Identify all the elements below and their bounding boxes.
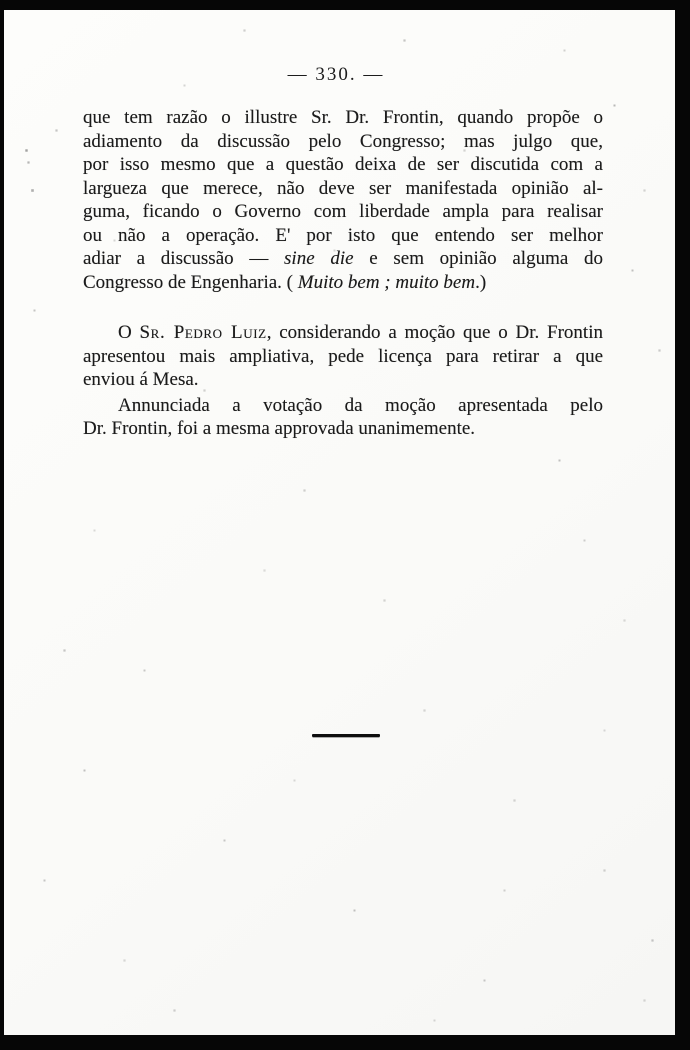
paragraph [83,394,603,441]
text-line [83,368,603,392]
text-segment: adiamento da discussão pelo Congresso; mas julgo que, [83,130,603,152]
paragraph [83,321,603,392]
text-segment: guma, ficando o Governo com liberdade ampla para realisar [83,201,603,222]
text-line [83,130,603,154]
text-segment-smallcaps: Sr. Pedro Luiz [139,322,267,343]
text-segment-italic: sine die [284,248,354,269]
separator-rule [312,734,380,737]
scan-noise-speckles [4,10,5,11]
text-segment: adiar a discussão — [83,248,285,269]
text-segment: que tem razão o illustre Sr. Dr. Frontin, quando propõe o [83,107,603,128]
text-segment: ou não a operação. E' por isto que entendo ser melhor [83,224,603,246]
text-segment: apresentou mais ampliativa, pede licença para retirar a que [83,345,603,367]
text-line [83,200,603,224]
paper-page [4,10,675,1035]
text-block [83,106,603,441]
page-number: — 330. — [287,64,385,85]
text-line [83,271,603,295]
text-segment: , considerando a moção que o Dr. Frontin [266,322,603,343]
text-line [83,106,603,130]
text-segment: largueza que merece, não deve ser manifestada opinião al- [83,177,603,199]
text-segment: O [118,322,140,343]
text-line [83,417,603,441]
paragraph [83,106,603,294]
text-segment: Dr. Frontin, foi a mesma approvada unanimemente. [83,418,476,439]
text-line [83,177,603,201]
text-line [83,224,603,248]
text-line [83,153,603,177]
text-segment: .) [475,271,487,293]
text-line [83,394,603,418]
text-segment: Congresso de Engenharia. ( [83,271,298,293]
text-segment-italic: Muito bem ; muito bem [297,271,476,293]
text-line [83,247,603,271]
text-segment: e sem opinião alguma do [353,248,603,269]
text-line [83,321,603,345]
text-segment: enviou á Mesa. [83,369,199,390]
text-segment: Annunciada a votação da moção apresentada pelo [118,394,603,416]
text-segment: por isso mesmo que a questão deixa de ser discutida com a [83,154,603,175]
text-line [83,345,603,369]
